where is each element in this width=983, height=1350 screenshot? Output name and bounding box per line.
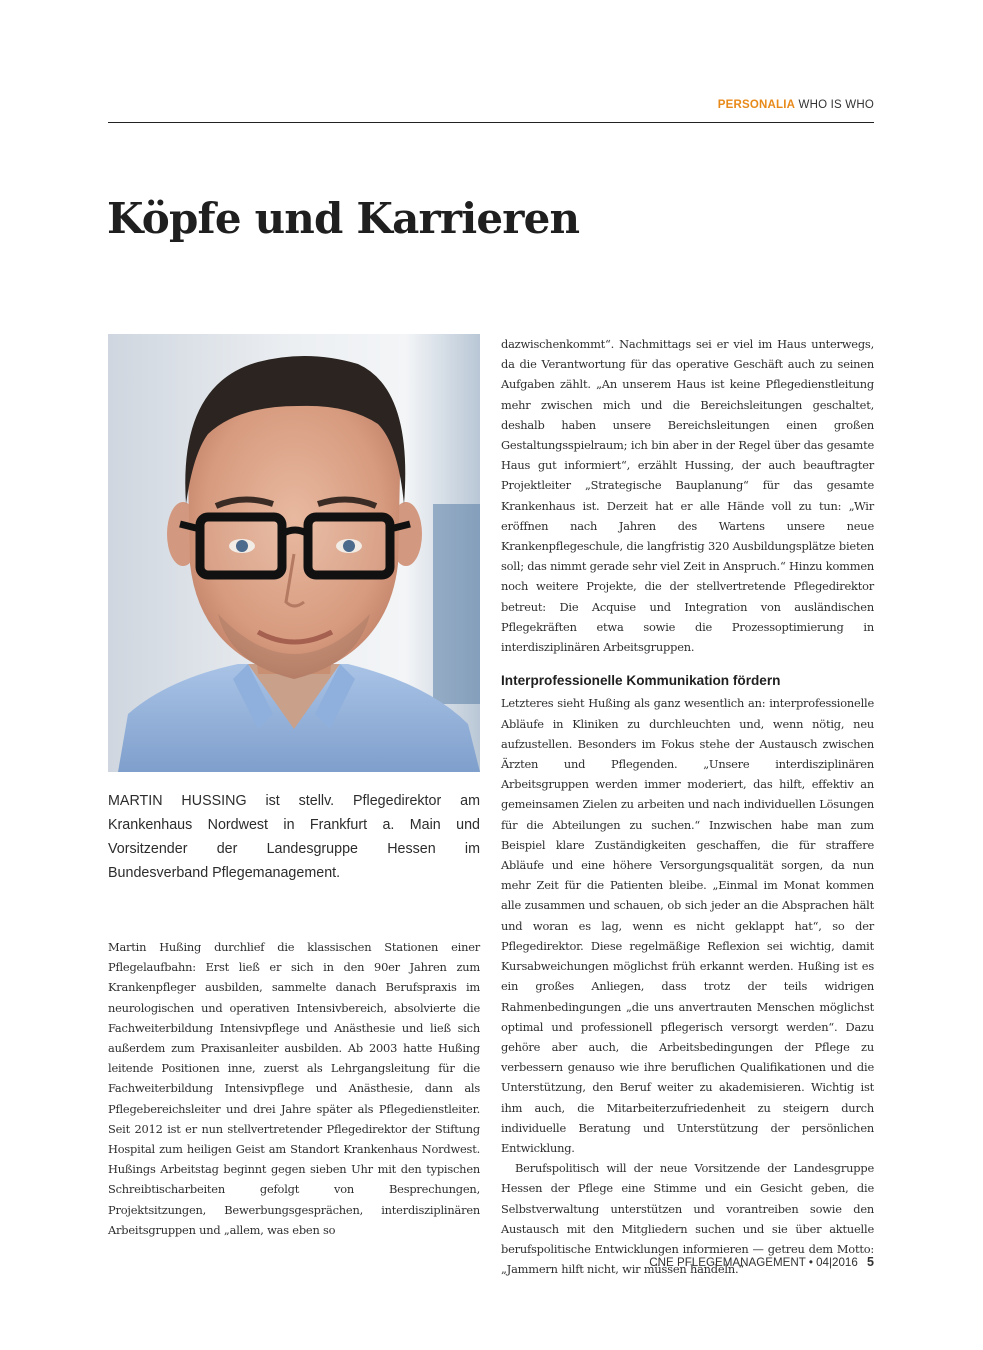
photo-caption: MARTIN HUSSING ist stellv. Pflegedirektor am Krankenhaus Nordwest in Frankfurt a. Main und Vorsitzender der Landesgruppe Hessen im Bundesverband Pflegemanagement. — [108, 793, 480, 881]
subsection-name: WHO IS WHO — [798, 99, 874, 111]
article-paragraph: Berufspolitisch will der neue Vorsitzende der Landesgruppe Hessen der Pflege eine Stimme und ein Gesicht geben, die Selbstverwaltung unterstützen und vorantreiben sowie den Austausch mit den Mitgliedern suchen und sie über aktuelle berufspolitische Entwicklungen informieren — getreu dem Motto: „Jammern hilft nicht, wir müssen handeln.“ — [501, 1161, 874, 1277]
portrait-photo — [108, 334, 480, 772]
article-paragraph: dazwischenkommt“. Nachmittags sei er viel im Haus unterwegs, da die Verantwortung für das operative Geschäft auch zu seinen Aufgaben zählt. „An unserem Haus ist keine Pflegedienstleitung mehr zwischen mich und die Bereichsleitungen geschaltet, deshalb haben unsere Bereichsleitungen einen großen Gestaltungsspielraum; ich bin aber in der Regel über das gesamte Haus gut informiert“, erzählt Hussing, der auch beauftragter Projektleiter „Strategische Bauplanung“ für das gesamte Krankenhaus ist. Derzeit hat er alle Hände voll zu tun: „Wir eröffnen nach Jahren des Wartens unsere neue Krankenpflegeschule, die langfristig 320 Ausbildungsplätze bieten soll; das nimmt gerade sehr viel Zeit in Anspruch.“ Hinzu kommen noch weitere Projekte, die der stellvertretende Pflegedirektor betreut: Die Acquise und Integration von ausländischen Pflegekräften etwa sowie die Prozessoptimierung in interdisziplinären Arbeitsgruppen. — [501, 337, 874, 655]
article-column-left — [108, 937, 480, 1240]
article-column-right — [501, 334, 874, 1279]
article-paragraph: Martin Hußing durchlief die klassischen Stationen einer Pflegelaufbahn: Erst ließ er sich in den 90er Jahren zum Krankenpfleger ausbilden, sammelte danach Berufspraxis im neurologischen und operativen Intensivbereich, absolvierte die Fachweiterbildung Intensivpflege und Anästhesie und ließ sich außerdem zum Praxisanleiter ausbilden. Ab 2003 hatte Hußing leitende Positionen inne, zuerst als Lehrgangsleitung für die Fachweiterbildung Intensivpflege und Anästhesie, dann als Pflegebereichsleiter und drei Jahre später als Pflegedienstleiter. Seit 2012 ist er nun stellvertretender Pflegedirektor der Stiftung Hospital zum heiligen Geist am Standort Krankenhaus Nordwest. Hußings Arbeitstag beginnt gegen sieben Uhr mit den typischen Schreibtischarbeiten gefolgt von Besprechungen, Projektsitzungen, Bewerbungsgesprächen, interdisziplinären Arbeitsgruppen und „allem, was eben so — [108, 940, 480, 1237]
portrait-illustration — [108, 334, 480, 772]
page-number: 5 — [867, 1255, 874, 1269]
publication-info: CNE PFLEGEMANAGEMENT • 04|2016 — [649, 1256, 858, 1269]
page-title: Köpfe und Karrieren — [107, 194, 580, 243]
section-label — [718, 99, 874, 111]
header-divider — [108, 122, 874, 123]
section-subheading: Interprofessionelle Kommunikation fördern — [501, 673, 781, 689]
article-paragraph: Letzteres sieht Hußing als ganz wesentlich an: interprofessionelle Abläufe in Kliniken zu durchleuchten und, wenn nötig, neu aufzustellen. Besonders im Fokus stehe der Austausch zwischen Ärzten und Pflegenden. „Unsere interdisziplinären Arbeitsgruppen werden immer moderiert, das hilft, effektiv an gemeinsamen Zielen zu arbeiten und nach individuellen Lösungen für die Abteilungen zu suchen.“ Inzwischen habe man zum Beispiel klare Zuständigkeiten geschaffen, die für straffere Abläufe und eine höhere Versorgungsqualität sorgen, da nun mehr Zeit für die Patienten bleibe. „Einmal im Monat kommen alle zusammen und schauen, ob sich jeder an die Absprachen hält und woran es lag, wenn es nicht geklappt hat“, so der Pflegedirektor. Diese regelmäßige Reflexion sei wichtig, damit Kursabweichungen möglichst früh erkannt werden. Hußing ist es ein großes Anliegen, dass trotz der teils widrigen Rahmenbedingungen „die uns anvertrauten Menschen möglichst optimal und professionell pflegerisch versorgt werden“. Dazu gehöre aber auch, die Arbeitsbedingungen der Pflege zu verbessern genauso wie ihre beruflichen Qualifikationen und die Unterstützung, den Beruf weiter zu akademisieren. Wichtig ist ihm auch, die Mitarbeiterzufriedenheit zu steigern durch individuelle Beratung und Unterstützung der persönlichen Entwicklung. — [501, 696, 874, 1155]
page-footer — [649, 1255, 874, 1269]
section-name: PERSONALIA — [717, 99, 796, 111]
